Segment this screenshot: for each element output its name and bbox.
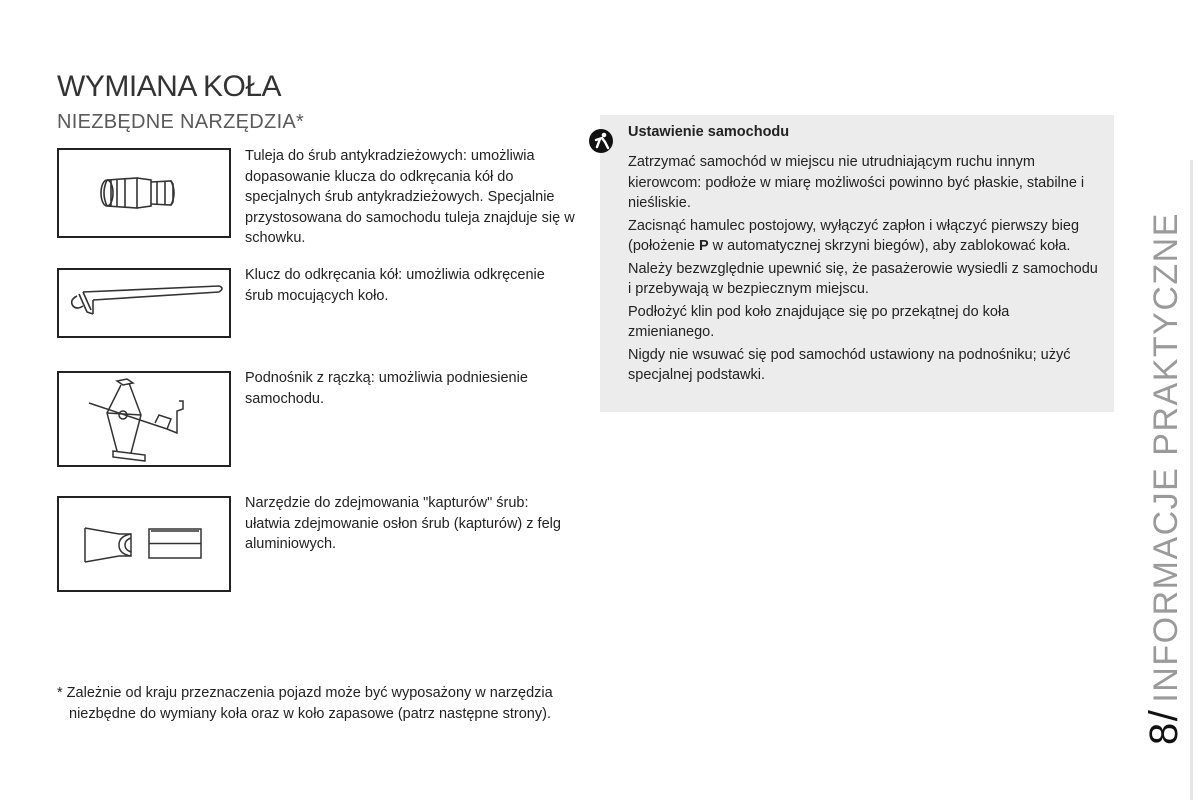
car-positioning-icon	[588, 128, 614, 154]
tool-description-socket: Tuleja do śrub antykradzieżowych: umożliwia dopasowanie klucza do odkręcania kół do specjalnych śrub antykradzieżowych. Specjalnie przystosowana do samochodu tuleja znajduje się w schowku.	[245, 148, 575, 246]
socket-icon	[59, 150, 229, 236]
car-jack-icon	[59, 373, 229, 465]
info-paragraph: Należy bezwzględnie upewnić się, że pasażerowie wysiedli z samochodu i przebywają w bezpiecznym miejscu.	[628, 260, 1098, 297]
tool-image-socket	[57, 148, 231, 238]
info-body	[628, 152, 1098, 388]
bolt-cap-remover-icon	[59, 498, 229, 590]
info-title: Ustawienie samochodu	[628, 124, 790, 140]
tool-description-wrench: Klucz do odkręcania kół: umożliwia odkręcenie śrub mocujących koło.	[245, 267, 545, 304]
chapter-tab	[1142, 212, 1187, 745]
page-title: WYMIANA KOŁA	[57, 70, 282, 104]
info-paragraph: Nigdy nie wsuwać się pod samochód ustawiony na podnośniku; użyć specjalnej podstawki.	[628, 346, 1071, 383]
info-paragraph: Zacisnąć hamulec postojowy, wyłączyć zapłon i włączyć pierwszy bieg (położenie P w automatycznej skrzyni biegów), aby zablokować koła.	[628, 217, 1080, 254]
tool-description-cap-remover: Narzędzie do zdejmowania "kapturów" śrub: ułatwia zdejmowanie osłon śrub (kapturów) z felg aluminiowych.	[245, 495, 561, 552]
side-divider	[1190, 160, 1193, 800]
info-paragraph: Zatrzymać samochód w miejscu nie utrudniającym ruchu innym kierowcom: podłoże w miarę możliwości powinno być płaskie, stabilne i nieśliskie.	[628, 154, 1085, 211]
footnote: * Zależnie od kraju przeznaczenia pojazd może być wyposażony w narzędzia niezbędne do wymiany koła oraz w koło zapasowe (patrz następne strony).	[57, 685, 553, 722]
tool-image-jack	[57, 371, 231, 467]
info-paragraph: Podłożyć klin pod koło znajdujące się po przekątnej do koła zmienianego.	[628, 303, 1010, 340]
tool-image-wrench	[57, 268, 231, 338]
info-panel	[600, 115, 1114, 412]
wheel-wrench-icon	[59, 270, 229, 336]
tool-description-jack: Podnośnik z rączką: umożliwia podniesienie samochodu.	[245, 370, 528, 407]
chapter-number: 8/	[1142, 708, 1186, 745]
tool-image-cap-remover	[57, 496, 231, 592]
chapter-name: INFORMACJE PRAKTYCZNE	[1147, 212, 1185, 703]
section-title: NIEZBĘDNE NARZĘDZIA*	[57, 111, 305, 133]
